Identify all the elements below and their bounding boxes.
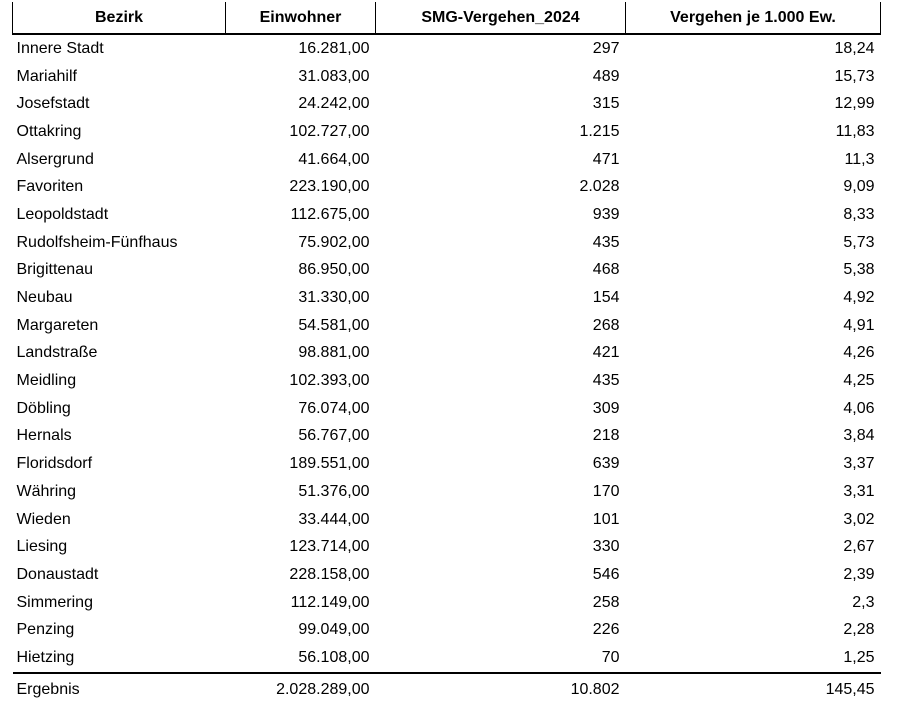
table-row (13, 644, 881, 673)
cell-smg-vergehen: 170 (592, 482, 620, 500)
total-smg-vergehen: 10.802 (376, 673, 626, 706)
table-row (13, 173, 881, 201)
cell-smg-vergehen: 258 (592, 593, 620, 611)
table-row (13, 589, 881, 617)
cell-einwohner: 99.049,00 (298, 621, 370, 639)
cell-vergehen-je-1000-ew: 3,84 (843, 427, 875, 445)
cell-smg-vergehen: 218 (592, 427, 620, 445)
cell-bezirk: Liesing (16, 538, 68, 556)
cell-bezirk: Brigittenau (16, 261, 93, 279)
table-row (13, 90, 881, 118)
cell-bezirk: Neubau (16, 289, 73, 307)
cell-bezirk: Döbling (16, 399, 71, 417)
cell-smg-vergehen: 489 (592, 67, 620, 85)
cell-vergehen-je-1000-ew: 5,38 (843, 261, 875, 279)
table-row (13, 506, 881, 534)
cell-einwohner: 112.149,00 (290, 593, 370, 611)
table-body (13, 34, 881, 673)
cell-smg-vergehen: 546 (592, 565, 620, 583)
table-row (13, 284, 881, 312)
cell-vergehen-je-1000-ew: 18,24 (834, 39, 875, 57)
table-row (13, 616, 881, 644)
cell-bezirk: Simmering (16, 593, 93, 611)
cell-bezirk: Meidling (16, 372, 77, 390)
cell-einwohner: 102.727,00 (289, 122, 370, 140)
total-vergehen-je-1000-ew: 145,45 (626, 673, 881, 706)
cell-vergehen-je-1000-ew: 2,39 (843, 565, 875, 583)
cell-smg-vergehen: 435 (592, 233, 620, 251)
cell-einwohner: 123.714,00 (289, 538, 370, 556)
table-row (13, 63, 881, 91)
cell-einwohner: 54.581,00 (298, 316, 370, 334)
cell-smg-vergehen: 939 (592, 205, 620, 223)
cell-vergehen-je-1000-ew: 2,28 (843, 621, 875, 639)
cell-vergehen-je-1000-ew: 8,33 (843, 205, 875, 223)
cell-bezirk: Alsergrund (16, 150, 94, 168)
cell-einwohner: 76.074,00 (298, 399, 370, 417)
table-row (13, 533, 881, 561)
cell-bezirk: Ottakring (16, 122, 82, 140)
table-row (13, 423, 881, 451)
cell-bezirk: Josefstadt (16, 95, 90, 113)
cell-vergehen-je-1000-ew: 11,3 (844, 150, 875, 168)
cell-vergehen-je-1000-ew: 4,06 (843, 399, 875, 417)
cell-vergehen-je-1000-ew: 4,26 (843, 344, 875, 362)
total-label: Ergebnis (13, 673, 226, 706)
table-row (13, 34, 881, 63)
cell-einwohner: 56.767,00 (298, 427, 370, 445)
cell-smg-vergehen: 471 (592, 150, 620, 168)
table-row (13, 561, 881, 589)
total-einwohner: 2.028.289,00 (226, 673, 376, 706)
cell-bezirk: Hietzing (16, 648, 75, 666)
table-row (13, 450, 881, 478)
cell-einwohner: 75.902,00 (298, 233, 370, 251)
cell-smg-vergehen: 2.028 (579, 178, 620, 196)
cell-einwohner: 56.108,00 (298, 648, 370, 666)
cell-smg-vergehen: 421 (592, 344, 620, 362)
table-row (13, 257, 881, 285)
cell-bezirk: Floridsdorf (16, 455, 93, 473)
cell-vergehen-je-1000-ew: 3,31 (843, 482, 875, 500)
cell-bezirk: Innere Stadt (16, 39, 104, 57)
cell-bezirk: Landstraße (16, 344, 98, 362)
table-row (13, 312, 881, 340)
table-row (13, 367, 881, 395)
cell-vergehen-je-1000-ew: 9,09 (843, 178, 875, 196)
cell-einwohner: 41.664,00 (298, 150, 370, 168)
cell-smg-vergehen: 101 (592, 510, 620, 528)
table-row (13, 478, 881, 506)
cell-vergehen-je-1000-ew: 2,3 (852, 593, 875, 611)
cell-vergehen-je-1000-ew: 5,73 (843, 233, 875, 251)
cell-bezirk: Rudolfsheim-Fünfhaus (16, 233, 178, 251)
total-row (13, 673, 881, 706)
cell-vergehen-je-1000-ew: 12,99 (834, 95, 875, 113)
col-header-einwohner: Einwohner (226, 2, 376, 34)
cell-vergehen-je-1000-ew: 2,67 (843, 538, 875, 556)
table-row (13, 395, 881, 423)
cell-vergehen-je-1000-ew: 1,25 (843, 648, 875, 666)
table-row (13, 146, 881, 174)
cell-smg-vergehen: 154 (592, 289, 620, 307)
cell-einwohner: 31.083,00 (298, 67, 370, 85)
cell-smg-vergehen: 639 (592, 455, 620, 473)
cell-vergehen-je-1000-ew: 15,73 (834, 67, 875, 85)
cell-einwohner: 112.675,00 (290, 205, 370, 223)
cell-vergehen-je-1000-ew: 4,91 (843, 316, 875, 334)
col-header-smg-vergehen-2024: SMG-Vergehen_2024 (376, 2, 626, 34)
cell-smg-vergehen: 435 (592, 372, 620, 390)
cell-vergehen-je-1000-ew: 3,02 (843, 510, 875, 528)
cell-einwohner: 102.393,00 (289, 372, 370, 390)
cell-smg-vergehen: 226 (592, 621, 620, 639)
cell-einwohner: 51.376,00 (298, 482, 370, 500)
cell-bezirk: Leopoldstadt (16, 205, 109, 223)
cell-bezirk: Wieden (16, 510, 71, 528)
cell-vergehen-je-1000-ew: 11,83 (835, 122, 875, 140)
cell-smg-vergehen: 268 (592, 316, 620, 334)
cell-einwohner: 228.158,00 (289, 565, 370, 583)
cell-smg-vergehen: 330 (592, 538, 620, 556)
cell-smg-vergehen: 315 (592, 95, 620, 113)
smg-offenses-table (12, 2, 881, 706)
cell-bezirk: Währing (16, 482, 77, 500)
cell-einwohner: 31.330,00 (298, 289, 370, 307)
table-row (13, 229, 881, 257)
col-header-vergehen-je-1000-ew: Vergehen je 1.000 Ew. (626, 2, 881, 34)
cell-smg-vergehen: 297 (592, 39, 620, 57)
cell-einwohner: 223.190,00 (289, 178, 370, 196)
table-row (13, 118, 881, 146)
cell-bezirk: Hernals (16, 427, 72, 445)
cell-bezirk: Penzing (16, 621, 75, 639)
cell-einwohner: 33.444,00 (298, 510, 370, 528)
cell-bezirk: Mariahilf (16, 67, 77, 85)
cell-einwohner: 98.881,00 (298, 344, 370, 362)
cell-smg-vergehen: 309 (592, 399, 620, 417)
cell-vergehen-je-1000-ew: 3,37 (843, 455, 875, 473)
cell-bezirk: Favoriten (16, 178, 84, 196)
cell-vergehen-je-1000-ew: 4,92 (843, 289, 875, 307)
cell-smg-vergehen: 468 (592, 261, 620, 279)
cell-smg-vergehen: 70 (601, 648, 620, 666)
cell-einwohner: 24.242,00 (298, 95, 370, 113)
cell-smg-vergehen: 1.215 (579, 122, 620, 140)
header-row (13, 2, 881, 34)
cell-einwohner: 86.950,00 (298, 261, 370, 279)
table-row (13, 201, 881, 229)
col-header-bezirk: Bezirk (13, 2, 226, 34)
cell-vergehen-je-1000-ew: 4,25 (843, 372, 875, 390)
cell-einwohner: 16.281,00 (298, 39, 370, 57)
cell-bezirk: Margareten (16, 316, 99, 334)
cell-einwohner: 189.551,00 (289, 455, 370, 473)
table-row (13, 340, 881, 368)
cell-bezirk: Donaustadt (16, 565, 99, 583)
